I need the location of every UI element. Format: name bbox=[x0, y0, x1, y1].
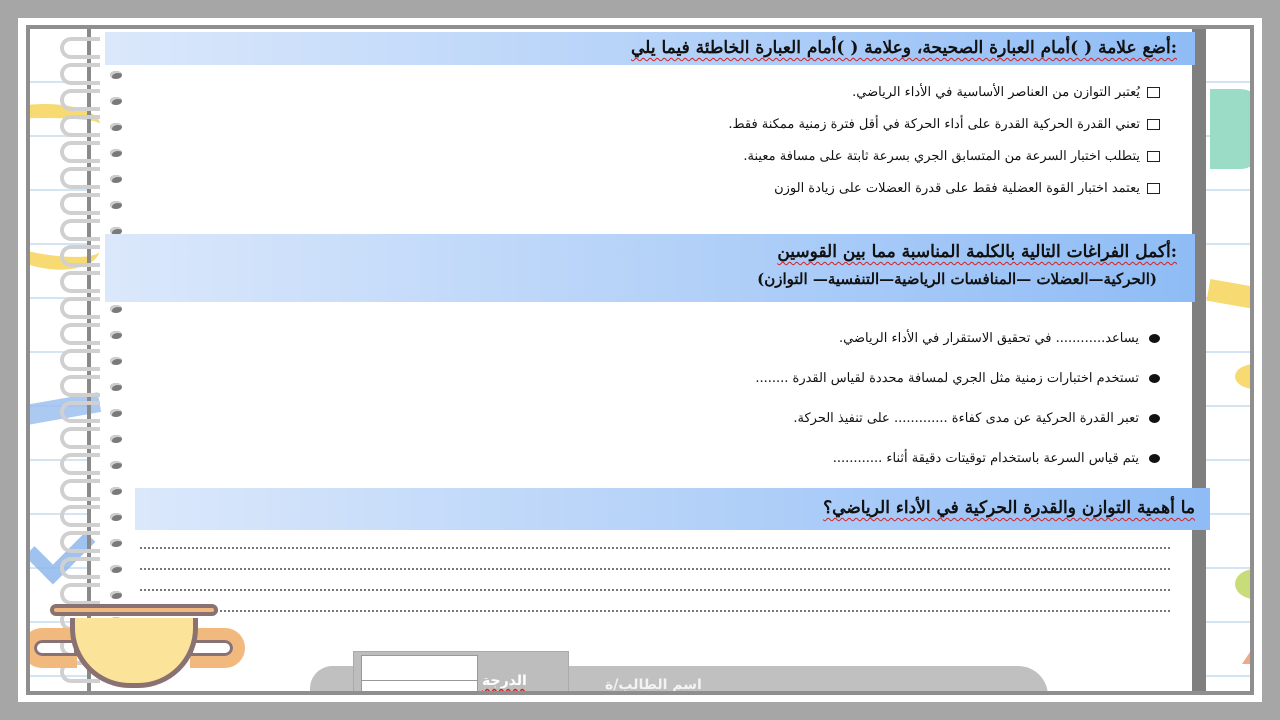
spiral-ring-icon bbox=[60, 375, 100, 397]
bullet-icon bbox=[1149, 454, 1160, 463]
binding-hole-icon bbox=[110, 305, 122, 313]
fill-blank-item bbox=[755, 438, 1160, 478]
decorative-green-shape bbox=[1210, 89, 1250, 169]
statement-text: يتطلب اختبار السرعة من المتسابق الجري بسرعة ثابتة على مسافة معينة. bbox=[743, 148, 1140, 164]
true-false-item bbox=[728, 172, 1160, 204]
grade-label: الدرجة bbox=[482, 673, 527, 689]
fill-blank-text[interactable]: تعبر القدرة الحركية عن مدى كفاءة ............. على تنفيذ الحركة. bbox=[793, 410, 1139, 426]
trophy-handle-right bbox=[190, 628, 245, 668]
student-name-label: اسم الطالب/ة bbox=[605, 677, 702, 691]
grade-input[interactable] bbox=[361, 655, 478, 691]
true-false-item bbox=[728, 140, 1160, 172]
spiral-ring-icon bbox=[60, 37, 100, 59]
spiral-ring-icon bbox=[60, 89, 100, 111]
section1-instruction: :أضع علامة ( )أمام العبارة الصحيحة، وعلامة ( )أمام العبارة الخاطئة فيما يلي bbox=[631, 38, 1177, 58]
spiral-ring-icon bbox=[60, 349, 100, 371]
bullet-icon bbox=[1149, 334, 1160, 343]
spiral-ring-icon bbox=[60, 63, 100, 85]
answer-line[interactable] bbox=[140, 589, 1170, 591]
spiral-ring-icon bbox=[60, 193, 100, 215]
binding-hole-icon bbox=[110, 71, 122, 79]
spiral-ring-icon bbox=[60, 557, 100, 579]
binding-hole-icon bbox=[110, 565, 122, 573]
spiral-ring-icon bbox=[60, 167, 100, 189]
binding-hole-icon bbox=[110, 97, 122, 105]
section3-question: ما أهمية التوازن والقدرة الحركية في الأداء الرياضي؟ bbox=[823, 498, 1195, 518]
fill-blank-text[interactable]: يتم قياس السرعة باستخدام توقيتات دقيقة أثناء ............ bbox=[832, 450, 1139, 466]
spiral-ring-icon bbox=[60, 479, 100, 501]
checkbox[interactable] bbox=[1147, 151, 1160, 162]
trophy-rim bbox=[50, 604, 218, 616]
binding-hole-icon bbox=[110, 201, 122, 209]
statement-text: تعني القدرة الحركية القدرة على أداء الحركة في أقل فترة زمنية ممكنة فقط. bbox=[728, 116, 1140, 132]
spiral-ring-icon bbox=[60, 505, 100, 527]
fill-blank-item bbox=[755, 318, 1160, 358]
section2-instruction: :أكمل الفراغات التالية بالكلمة المناسبة مما بين القوسين bbox=[777, 242, 1177, 262]
answer-line[interactable] bbox=[140, 547, 1170, 549]
true-false-item bbox=[728, 76, 1160, 108]
section1-header bbox=[105, 32, 1195, 65]
binding-hole-icon bbox=[110, 487, 122, 495]
spiral-ring-icon bbox=[60, 271, 100, 293]
worksheet-page bbox=[30, 29, 1250, 691]
trophy-cup bbox=[70, 618, 198, 688]
checkbox[interactable] bbox=[1147, 183, 1160, 194]
statement-text: يعتمد اختبار القوة العضلية فقط على قدرة العضلات على زيادة الوزن bbox=[774, 180, 1140, 196]
answer-line[interactable] bbox=[140, 610, 1170, 612]
spiral-ring-icon bbox=[60, 323, 100, 345]
spiral-ring-icon bbox=[60, 401, 100, 423]
binding-hole-icon bbox=[110, 123, 122, 131]
binding-hole-icon bbox=[110, 149, 122, 157]
page-right-bar bbox=[1192, 29, 1206, 691]
binding-hole-icon bbox=[110, 357, 122, 365]
section2-header bbox=[105, 234, 1195, 302]
spiral-ring-icon bbox=[60, 453, 100, 475]
word-bank: (الحركية—العضلات —المنافسات الرياضية—التنفسية— التوازن) bbox=[757, 270, 1157, 288]
binding-hole-icon bbox=[110, 409, 122, 417]
fill-blank-item bbox=[755, 358, 1160, 398]
binding-hole-icon bbox=[110, 331, 122, 339]
binding-hole-icon bbox=[110, 513, 122, 521]
spiral-ring-icon bbox=[60, 427, 100, 449]
binding-hole-icon bbox=[110, 383, 122, 391]
fill-blanks-list bbox=[755, 318, 1160, 478]
answer-line[interactable] bbox=[140, 568, 1170, 570]
spiral-ring-icon bbox=[60, 245, 100, 267]
checkbox[interactable] bbox=[1147, 87, 1160, 98]
binding-hole-icon bbox=[110, 461, 122, 469]
spiral-ring-icon bbox=[60, 115, 100, 137]
spiral-ring-icon bbox=[60, 297, 100, 319]
spiral-ring-icon bbox=[60, 219, 100, 241]
true-false-item bbox=[728, 108, 1160, 140]
binding-hole-icon bbox=[110, 175, 122, 183]
spiral-ring-icon bbox=[60, 583, 100, 605]
binding-hole-icon bbox=[110, 591, 122, 599]
answer-area[interactable] bbox=[140, 547, 1170, 631]
checkbox[interactable] bbox=[1147, 119, 1160, 130]
statement-text: يُعتبر التوازن من العناصر الأساسية في الأداء الرياضي. bbox=[852, 84, 1140, 100]
trophy-icon bbox=[30, 604, 260, 691]
binding-hole-icon bbox=[110, 539, 122, 547]
fill-blank-item bbox=[755, 398, 1160, 438]
fill-blank-text[interactable]: يساعد............ في تحقيق الاستقرار في الأداء الرياضي. bbox=[839, 330, 1139, 346]
section3-header bbox=[135, 488, 1210, 530]
true-false-list bbox=[728, 76, 1160, 204]
fill-blank-text[interactable]: تستخدم اختبارات زمنية مثل الجري لمسافة محددة لقياس القدرة ........ bbox=[755, 370, 1139, 386]
binding-hole-icon bbox=[110, 435, 122, 443]
spiral-ring-icon bbox=[60, 531, 100, 553]
spiral-ring-icon bbox=[60, 141, 100, 163]
bullet-icon bbox=[1149, 374, 1160, 383]
bullet-icon bbox=[1149, 414, 1160, 423]
